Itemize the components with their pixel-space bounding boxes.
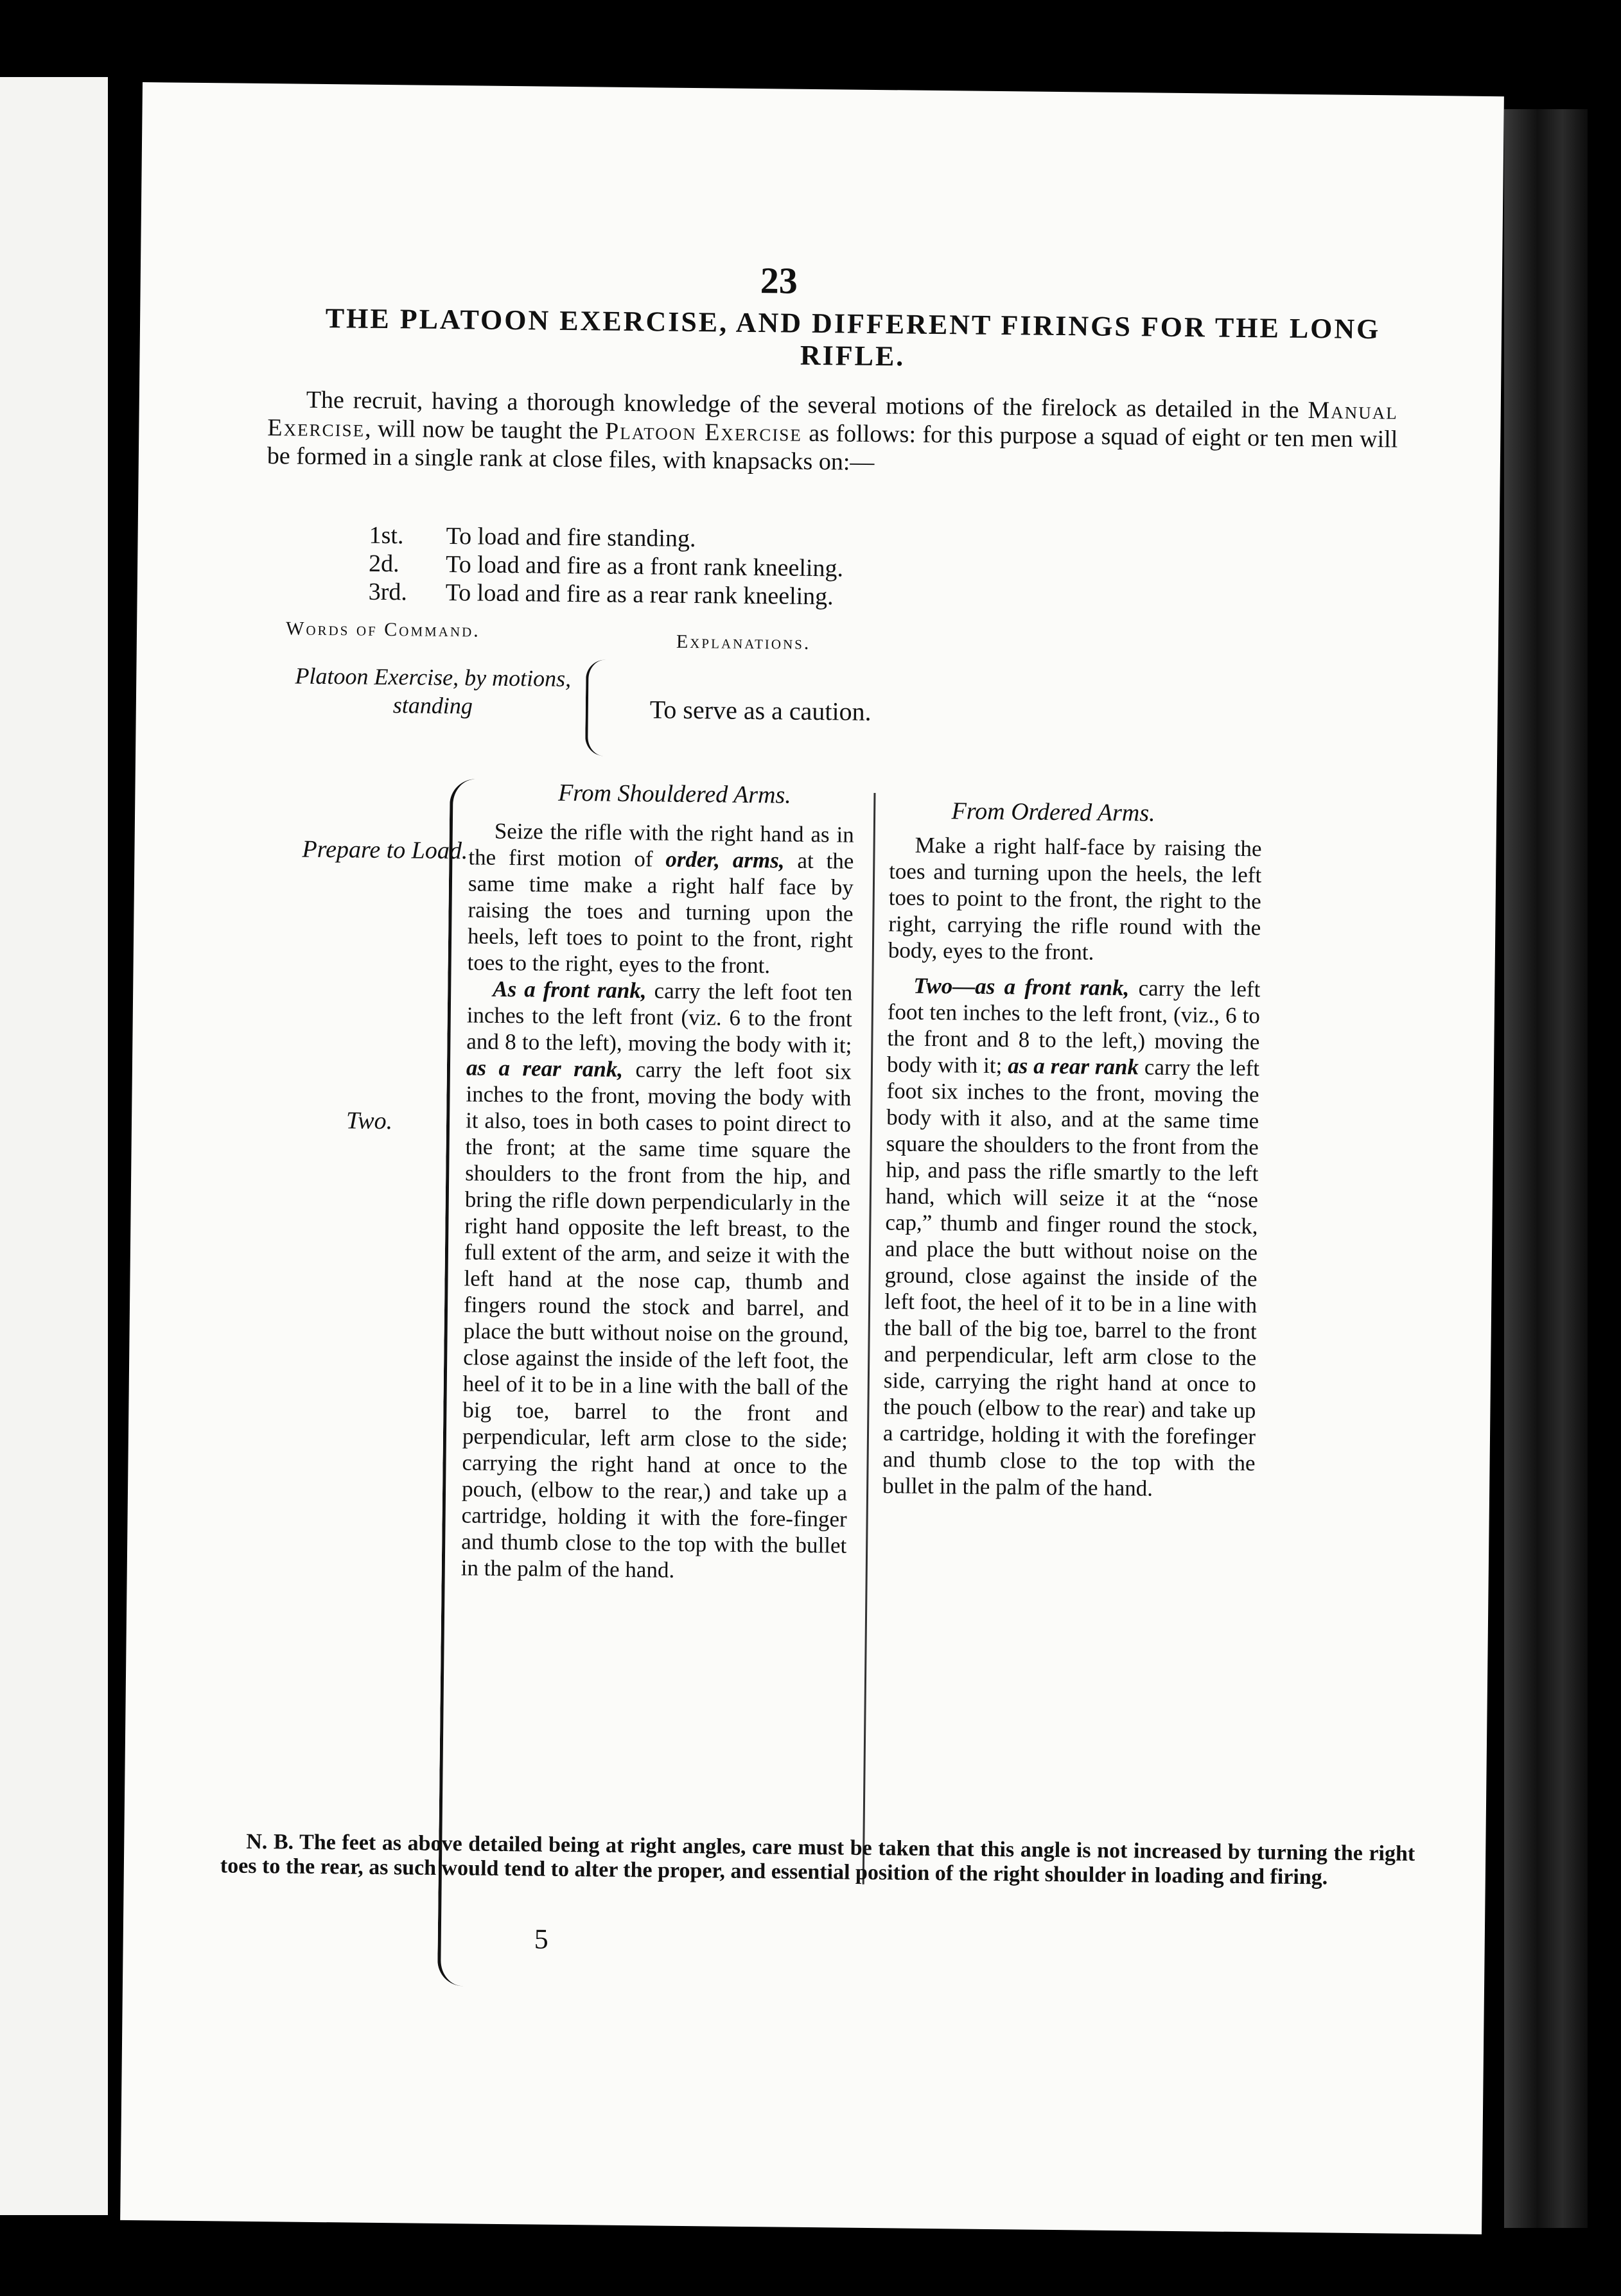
page-title: THE PLATOON EXERCISE, AND DIFFERENT FIRINGS FOR THE LONG RIFLE. [325,302,1381,372]
list-item-text: To load and fire as a front rank kneeling. [445,550,844,582]
prepare-to-load-command: Prepare to Load. [302,835,468,865]
ordered-arms-heading: From Ordered Arms. [951,797,1155,827]
caution-command: Platoon Exercise, by motions, standing [295,663,572,719]
intro-text-1: The recruit, having a thorough knowledge of the several motions of the firelock as detailed in the [306,386,1308,424]
page-number: 23 [760,259,798,302]
two-command: Two. [346,1107,393,1135]
text-run: carry the left foot six inches to the front, moving the body with it also, and at the same time square the shoulders to the front from the hip, and pass the rifle smartly to the left hand, which will seize it at the “nose cap,” thumb and finger round the stock, and place the butt without noise on the ground, close against the inside of the left foot, the heel of it to be in a line with the ball of the big toe, barrel to the front and perpendicular, left arm close to the side, carrying the right hand at once to the pouch (elbow to the rear) and take up a cartridge, holding it with the forefinger and thumb close to the top with the bullet in the palm of the hand. [882,1054,1260,1501]
emphasis-run: Two—as a front rank, [913,973,1130,1001]
platoon-exercise-term: Platoon Exercise [604,417,803,447]
ordered-arms-text [882,831,1262,1502]
book-spine-edge [1504,109,1588,2228]
footnote: N. B. The feet as above detailed being at right angles, care must be taken that this angle is not increased by turning the right toes to the rear, as such would tend to alter the proper, and essential position of the right shoulder in loading and firing. [220,1829,1415,1890]
shouldered-arms-heading: From Shouldered Arms. [557,779,792,809]
text-run: carry the left foot ten inches to the left front (viz. 6 to the front and 8 to the left), moving the body with it; [466,978,853,1058]
intro-text-3: as follows: for this purpose a squad of eight or ten men will be formed in a single rank at close files, with knapsacks on:— [267,419,1398,476]
numbered-list [368,521,843,611]
list-item-number: 3rd. [368,578,408,606]
text-run: at the same time make a right half face by raising the toes and turning upon the heels, left toes to point to the front, right toes to the right, eyes to the front. [467,848,854,978]
list-item-text: To load and fire standing. [446,522,696,553]
text-run: carry the left foot ten inches to the left front, (viz., 6 to the front and 8 to the left,) moving the body with it; [886,975,1261,1079]
ordered-arms-paragraph: Make a right half-face by raising the toes and turning upon the heels, the left toes to point to the front, the right to the right, carrying the rifle round with the body, eyes to the front. [888,832,1262,965]
emphasis-run: As a front rank, [493,976,647,1004]
small-brace [585,659,612,756]
list-item-number: 2d. [368,550,399,578]
document-page [120,82,1504,2234]
intro-paragraph [267,385,1398,482]
text-run: Seize the rifle with the right hand as in the first motion of [468,818,854,872]
ordered-arms-paragraph [882,972,1261,1502]
shouldered-arms-text [461,817,854,1585]
intro-text-2: , will now be taught the [364,415,606,445]
list-item [369,550,843,583]
list-item [369,521,843,555]
manual-exercise-term: Manual Exercise [267,397,1398,442]
shouldered-arms-paragraph [467,817,854,979]
list-item-text: To load and fire as a rear rank kneeling. [445,578,834,611]
shouldered-arms-paragraph [461,975,853,1585]
words-of-command-header: Words of Command. [285,618,480,641]
signature-mark: 5 [534,1923,549,1955]
caution-explanation: To serve as a caution. [649,695,872,726]
column-divider [863,793,876,1884]
list-item [368,578,843,611]
emphasis-run: as a rear rank, [466,1055,624,1082]
emphasis-run: as a rear rank [1008,1053,1139,1080]
explanations-header: Explanations. [676,631,811,654]
list-item-number: 1st. [369,521,404,550]
text-run: carry the left foot six inches to the front, moving the body with it also, toes in both cases to point direct to the front; at the same time square the shoulders to the front from the hip, and bring the rifle down perpendicularly in the right hand opposite the left breast, to the full extent of the arm, and seize it with the left hand at the nose cap, thumb and fingers round the stock and barrel, and place the butt without noise on the ground, close against the inside of the left foot, the heel of it to be in a line with the ball of the big toe, barrel to the front and perpendicular, left arm close to the side; carrying the right hand at once to the pouch, (elbow to the rear,) and take up a cartridge, holding it with the fore-finger and thumb close to the top with the bullet in the palm of the hand. [460,1056,852,1583]
emphasis-run: order, arms, [665,846,785,873]
left-page-edge [0,77,108,2215]
